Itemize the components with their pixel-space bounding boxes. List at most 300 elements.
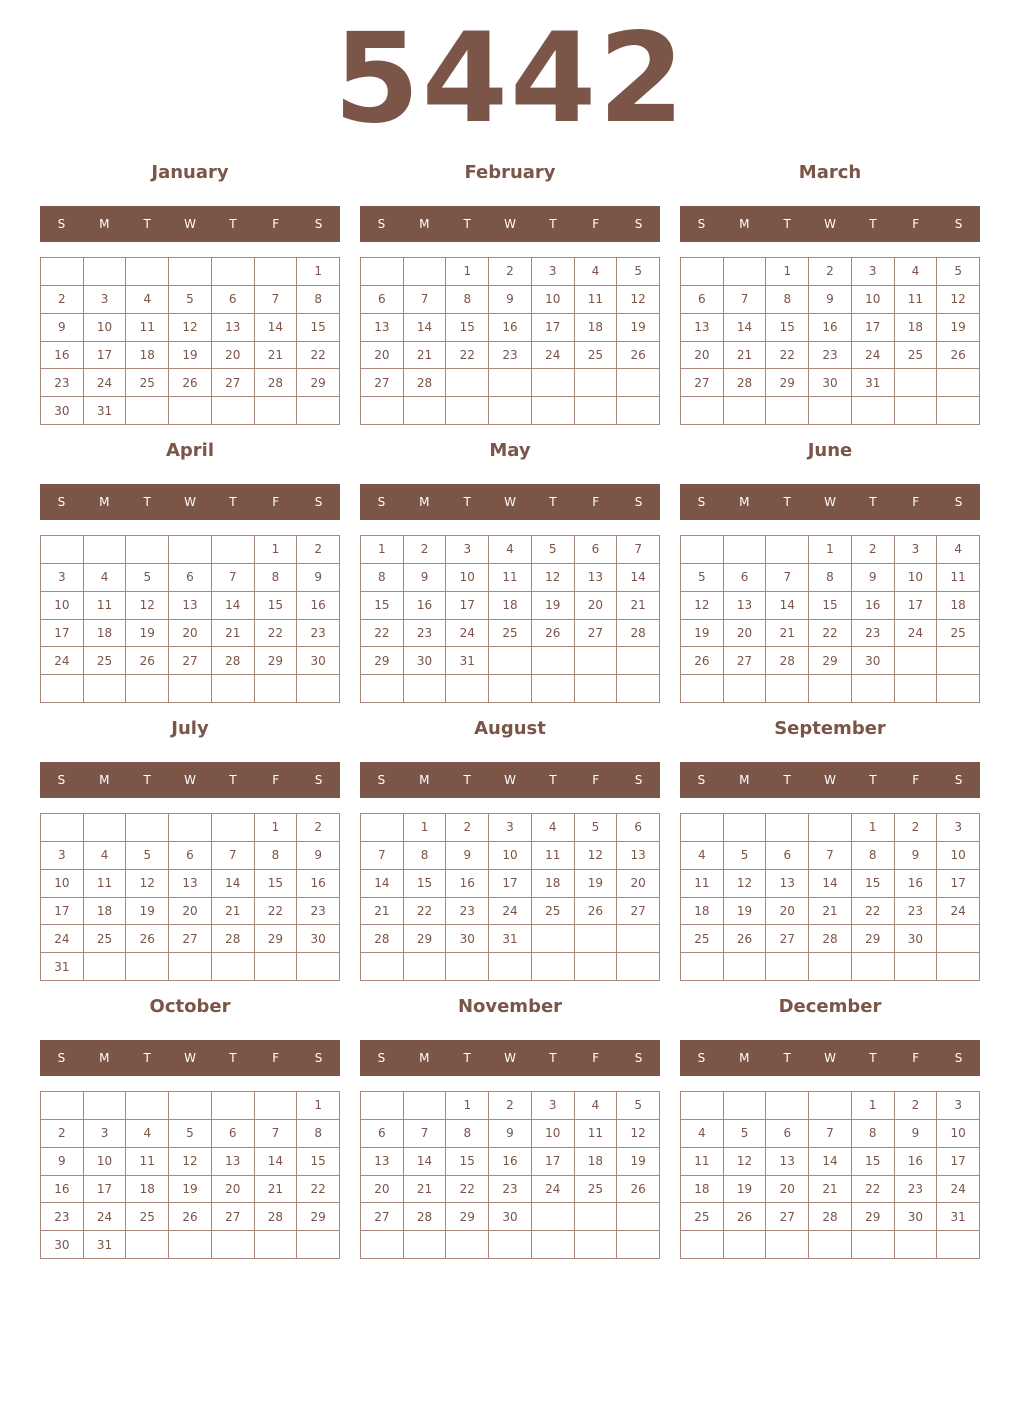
empty-day-cell (255, 953, 298, 981)
empty-day-cell (84, 1092, 127, 1120)
empty-day-cell (489, 397, 532, 425)
empty-day-cell (446, 675, 489, 703)
weekday-header (680, 484, 980, 520)
day-cell: 11 (126, 1148, 169, 1176)
day-cell: 27 (361, 369, 404, 397)
day-cell: 4 (575, 1092, 618, 1120)
weekday-header (360, 206, 660, 242)
day-grid (360, 257, 660, 425)
day-cell: 15 (297, 1148, 340, 1176)
day-cell: 30 (489, 1203, 532, 1231)
empty-day-cell (575, 369, 618, 397)
day-cell: 22 (766, 342, 809, 370)
day-cell: 22 (852, 1176, 895, 1204)
day-cell: 5 (617, 1092, 660, 1120)
empty-day-cell (766, 1092, 809, 1120)
day-cell: 10 (84, 1148, 127, 1176)
day-cell: 12 (169, 314, 212, 342)
day-cell: 19 (617, 314, 660, 342)
day-cell: 17 (937, 1148, 980, 1176)
empty-day-cell (532, 369, 575, 397)
day-cell: 25 (84, 647, 127, 675)
empty-day-cell (681, 536, 724, 564)
day-cell: 26 (169, 1203, 212, 1231)
day-cell: 7 (404, 286, 447, 314)
empty-day-cell (575, 953, 618, 981)
weekday-label: F (912, 495, 920, 509)
empty-day-cell (681, 814, 724, 842)
empty-day-cell (532, 1203, 575, 1231)
empty-day-cell (169, 675, 212, 703)
weekday-label: T (463, 495, 471, 509)
weekday-header (360, 1040, 660, 1076)
day-cell: 11 (681, 870, 724, 898)
empty-day-cell (212, 814, 255, 842)
weekday-label: F (592, 1051, 600, 1065)
day-cell: 26 (681, 647, 724, 675)
day-cell: 26 (575, 898, 618, 926)
day-cell: 11 (84, 870, 127, 898)
day-cell: 20 (169, 898, 212, 926)
weekday-label: T (229, 495, 237, 509)
day-cell: 13 (575, 564, 618, 592)
day-cell: 13 (617, 842, 660, 870)
day-cell: 29 (255, 925, 298, 953)
day-cell: 17 (895, 592, 938, 620)
day-cell: 30 (895, 925, 938, 953)
day-cell: 24 (937, 898, 980, 926)
empty-day-cell (446, 953, 489, 981)
day-cell: 13 (766, 1148, 809, 1176)
day-cell: 7 (404, 1120, 447, 1148)
day-grid (680, 535, 980, 703)
weekday-header (40, 1040, 340, 1076)
day-cell: 25 (681, 925, 724, 953)
empty-day-cell (212, 953, 255, 981)
weekday-label: S (57, 773, 66, 787)
day-cell: 2 (489, 258, 532, 286)
weekday-label: S (57, 495, 66, 509)
month-name: April (165, 440, 215, 461)
day-cell: 1 (766, 258, 809, 286)
weekday-label: T (463, 217, 471, 231)
weekday-label: S (697, 1051, 706, 1065)
empty-day-cell (724, 258, 767, 286)
weekday-label: T (869, 1051, 877, 1065)
day-cell: 26 (724, 1203, 767, 1231)
day-cell: 24 (532, 1176, 575, 1204)
day-cell: 21 (255, 342, 298, 370)
empty-day-cell (212, 675, 255, 703)
day-cell: 4 (937, 536, 980, 564)
day-cell: 7 (255, 1120, 298, 1148)
day-cell: 22 (852, 898, 895, 926)
weekday-label: S (377, 495, 386, 509)
day-cell: 1 (852, 814, 895, 842)
empty-day-cell (852, 675, 895, 703)
day-cell: 25 (895, 342, 938, 370)
day-cell: 6 (212, 1120, 255, 1148)
empty-day-cell (489, 675, 532, 703)
weekday-label: S (697, 773, 706, 787)
empty-day-cell (84, 953, 127, 981)
day-cell: 28 (255, 1203, 298, 1231)
day-cell: 12 (617, 1120, 660, 1148)
weekday-label: W (824, 495, 836, 509)
day-cell: 19 (169, 1176, 212, 1204)
day-cell: 23 (297, 898, 340, 926)
day-cell: 30 (446, 925, 489, 953)
day-cell: 14 (212, 592, 255, 620)
day-grid (680, 1091, 980, 1259)
day-cell: 1 (446, 1092, 489, 1120)
day-cell: 3 (41, 842, 84, 870)
day-cell: 12 (532, 564, 575, 592)
weekday-label: T (783, 1051, 791, 1065)
weekday-label: T (229, 217, 237, 231)
day-cell: 22 (446, 1176, 489, 1204)
day-cell: 15 (446, 1148, 489, 1176)
day-cell: 19 (724, 898, 767, 926)
empty-day-cell (809, 953, 852, 981)
day-cell: 13 (169, 592, 212, 620)
day-cell: 10 (489, 842, 532, 870)
weekday-label: S (634, 495, 643, 509)
day-cell: 1 (255, 814, 298, 842)
day-cell: 30 (895, 1203, 938, 1231)
day-cell: 16 (895, 1148, 938, 1176)
day-cell: 10 (41, 870, 84, 898)
day-cell: 11 (126, 314, 169, 342)
day-cell: 8 (255, 842, 298, 870)
empty-day-cell (937, 397, 980, 425)
day-cell: 6 (681, 286, 724, 314)
day-cell: 17 (937, 870, 980, 898)
day-cell: 3 (489, 814, 532, 842)
day-cell: 8 (766, 286, 809, 314)
day-cell: 28 (212, 925, 255, 953)
day-cell: 18 (681, 898, 724, 926)
day-cell: 25 (575, 1176, 618, 1204)
day-cell: 6 (617, 814, 660, 842)
empty-day-cell (297, 675, 340, 703)
day-cell: 24 (852, 342, 895, 370)
weekday-label: S (634, 217, 643, 231)
day-cell: 2 (895, 814, 938, 842)
empty-day-cell (255, 1092, 298, 1120)
day-cell: 28 (766, 647, 809, 675)
empty-day-cell (809, 397, 852, 425)
day-cell: 19 (169, 342, 212, 370)
day-cell: 30 (852, 647, 895, 675)
day-cell: 10 (84, 314, 127, 342)
weekday-label: M (419, 1051, 430, 1065)
day-cell: 19 (575, 870, 618, 898)
empty-day-cell (852, 397, 895, 425)
weekday-label: S (377, 773, 386, 787)
day-cell: 20 (681, 342, 724, 370)
day-cell: 11 (895, 286, 938, 314)
day-cell: 18 (895, 314, 938, 342)
day-cell: 5 (126, 564, 169, 592)
day-cell: 25 (126, 369, 169, 397)
empty-day-cell (297, 397, 340, 425)
empty-day-cell (937, 675, 980, 703)
weekday-label: M (739, 495, 750, 509)
day-cell: 9 (41, 1148, 84, 1176)
weekday-label: S (314, 1051, 323, 1065)
empty-day-cell (169, 258, 212, 286)
day-cell: 2 (297, 814, 340, 842)
day-cell: 3 (937, 814, 980, 842)
day-cell: 28 (212, 647, 255, 675)
empty-day-cell (681, 397, 724, 425)
day-cell: 27 (361, 1203, 404, 1231)
day-cell: 20 (169, 620, 212, 648)
empty-day-cell (809, 814, 852, 842)
day-cell: 9 (297, 842, 340, 870)
day-cell: 7 (809, 842, 852, 870)
weekday-label: W (824, 1051, 836, 1065)
day-cell: 28 (404, 369, 447, 397)
empty-day-cell (446, 397, 489, 425)
day-cell: 28 (255, 369, 298, 397)
day-cell: 28 (809, 1203, 852, 1231)
day-cell: 21 (361, 898, 404, 926)
day-cell: 11 (937, 564, 980, 592)
empty-day-cell (532, 647, 575, 675)
day-cell: 5 (724, 1120, 767, 1148)
day-cell: 31 (852, 369, 895, 397)
day-cell: 25 (532, 898, 575, 926)
empty-day-cell (937, 1231, 980, 1259)
weekday-header (680, 206, 980, 242)
day-cell: 30 (809, 369, 852, 397)
empty-day-cell (84, 675, 127, 703)
day-cell: 29 (255, 647, 298, 675)
day-cell: 9 (895, 842, 938, 870)
weekday-label: T (869, 217, 877, 231)
day-cell: 16 (41, 342, 84, 370)
day-cell: 20 (617, 870, 660, 898)
weekday-label: M (739, 773, 750, 787)
day-cell: 19 (617, 1148, 660, 1176)
empty-day-cell (532, 675, 575, 703)
day-cell: 21 (809, 1176, 852, 1204)
day-cell: 23 (489, 1176, 532, 1204)
empty-day-cell (575, 1203, 618, 1231)
day-cell: 15 (766, 314, 809, 342)
weekday-header (360, 484, 660, 520)
empty-day-cell (446, 369, 489, 397)
day-cell: 18 (681, 1176, 724, 1204)
empty-day-cell (212, 258, 255, 286)
weekday-label: W (504, 1051, 516, 1065)
weekday-label: M (739, 217, 750, 231)
empty-day-cell (212, 536, 255, 564)
day-cell: 17 (84, 342, 127, 370)
day-cell: 6 (361, 1120, 404, 1148)
day-cell: 4 (681, 842, 724, 870)
day-cell: 26 (617, 1176, 660, 1204)
weekday-header (360, 762, 660, 798)
day-grid (40, 1091, 340, 1259)
day-cell: 21 (404, 342, 447, 370)
weekday-label: S (314, 495, 323, 509)
day-cell: 2 (404, 536, 447, 564)
day-cell: 2 (41, 286, 84, 314)
weekday-label: T (229, 1051, 237, 1065)
day-cell: 10 (937, 842, 980, 870)
day-cell: 5 (169, 1120, 212, 1148)
day-cell: 6 (169, 564, 212, 592)
empty-day-cell (617, 1203, 660, 1231)
empty-day-cell (617, 675, 660, 703)
day-cell: 25 (937, 620, 980, 648)
day-cell: 26 (169, 369, 212, 397)
day-cell: 3 (937, 1092, 980, 1120)
empty-day-cell (169, 814, 212, 842)
day-cell: 2 (41, 1120, 84, 1148)
day-cell: 30 (41, 1231, 84, 1259)
day-grid (360, 1091, 660, 1259)
day-cell: 13 (169, 870, 212, 898)
empty-day-cell (41, 675, 84, 703)
weekday-label: S (57, 217, 66, 231)
empty-day-cell (575, 647, 618, 675)
day-cell: 22 (255, 620, 298, 648)
day-cell: 13 (212, 314, 255, 342)
day-cell: 14 (212, 870, 255, 898)
day-cell: 22 (446, 342, 489, 370)
empty-day-cell (532, 953, 575, 981)
day-cell: 17 (84, 1176, 127, 1204)
weekday-label: F (592, 495, 600, 509)
day-cell: 16 (489, 314, 532, 342)
weekday-label: F (912, 1051, 920, 1065)
day-cell: 12 (575, 842, 618, 870)
weekday-label: T (229, 773, 237, 787)
day-cell: 15 (809, 592, 852, 620)
empty-day-cell (361, 258, 404, 286)
day-cell: 8 (255, 564, 298, 592)
empty-day-cell (937, 953, 980, 981)
day-cell: 9 (489, 286, 532, 314)
weekday-label: T (869, 495, 877, 509)
day-cell: 17 (446, 592, 489, 620)
weekday-header (40, 762, 340, 798)
day-cell: 21 (255, 1176, 298, 1204)
day-cell: 10 (446, 564, 489, 592)
empty-day-cell (169, 953, 212, 981)
day-cell: 26 (937, 342, 980, 370)
day-cell: 27 (169, 925, 212, 953)
empty-day-cell (895, 675, 938, 703)
day-cell: 30 (297, 647, 340, 675)
empty-day-cell (255, 258, 298, 286)
day-cell: 5 (681, 564, 724, 592)
day-cell: 21 (617, 592, 660, 620)
day-cell: 23 (297, 620, 340, 648)
weekday-label: T (143, 773, 151, 787)
empty-day-cell (489, 953, 532, 981)
day-cell: 29 (766, 369, 809, 397)
day-cell: 11 (575, 286, 618, 314)
day-cell: 27 (212, 369, 255, 397)
day-cell: 8 (297, 1120, 340, 1148)
day-cell: 6 (169, 842, 212, 870)
weekday-label: T (549, 773, 557, 787)
day-cell: 9 (446, 842, 489, 870)
day-cell: 7 (617, 536, 660, 564)
empty-day-cell (617, 1231, 660, 1259)
day-cell: 8 (852, 1120, 895, 1148)
empty-day-cell (126, 1231, 169, 1259)
day-cell: 12 (126, 870, 169, 898)
day-cell: 10 (852, 286, 895, 314)
day-cell: 11 (532, 842, 575, 870)
day-cell: 20 (212, 342, 255, 370)
day-cell: 24 (895, 620, 938, 648)
weekday-label: M (419, 773, 430, 787)
day-cell: 19 (937, 314, 980, 342)
day-cell: 11 (489, 564, 532, 592)
weekday-label: F (272, 773, 280, 787)
weekday-label: W (184, 217, 196, 231)
day-cell: 6 (766, 842, 809, 870)
weekday-header (680, 1040, 980, 1076)
weekday-label: F (592, 773, 600, 787)
day-cell: 5 (575, 814, 618, 842)
day-cell: 16 (297, 592, 340, 620)
weekday-label: W (184, 495, 196, 509)
day-cell: 23 (446, 898, 489, 926)
empty-day-cell (724, 536, 767, 564)
day-grid (680, 813, 980, 981)
weekday-label: T (143, 495, 151, 509)
day-cell: 21 (809, 898, 852, 926)
weekday-label: F (272, 495, 280, 509)
day-cell: 22 (809, 620, 852, 648)
day-cell: 9 (852, 564, 895, 592)
weekday-header (680, 762, 980, 798)
day-cell: 17 (532, 1148, 575, 1176)
empty-day-cell (169, 1231, 212, 1259)
day-grid (40, 813, 340, 981)
month-name: October (149, 996, 231, 1017)
day-grid (360, 535, 660, 703)
day-cell: 20 (766, 1176, 809, 1204)
empty-day-cell (766, 397, 809, 425)
day-cell: 26 (126, 647, 169, 675)
day-cell: 24 (489, 898, 532, 926)
weekday-label: T (463, 1051, 471, 1065)
weekday-label: F (272, 1051, 280, 1065)
day-cell: 25 (489, 620, 532, 648)
empty-day-cell (617, 925, 660, 953)
weekday-label: W (184, 1051, 196, 1065)
weekday-label: F (272, 217, 280, 231)
weekday-label: S (634, 1051, 643, 1065)
day-cell: 19 (532, 592, 575, 620)
day-cell: 10 (532, 1120, 575, 1148)
empty-day-cell (255, 1231, 298, 1259)
day-grid (680, 257, 980, 425)
empty-day-cell (895, 1231, 938, 1259)
day-cell: 21 (766, 620, 809, 648)
day-cell: 31 (446, 647, 489, 675)
empty-day-cell (724, 1092, 767, 1120)
